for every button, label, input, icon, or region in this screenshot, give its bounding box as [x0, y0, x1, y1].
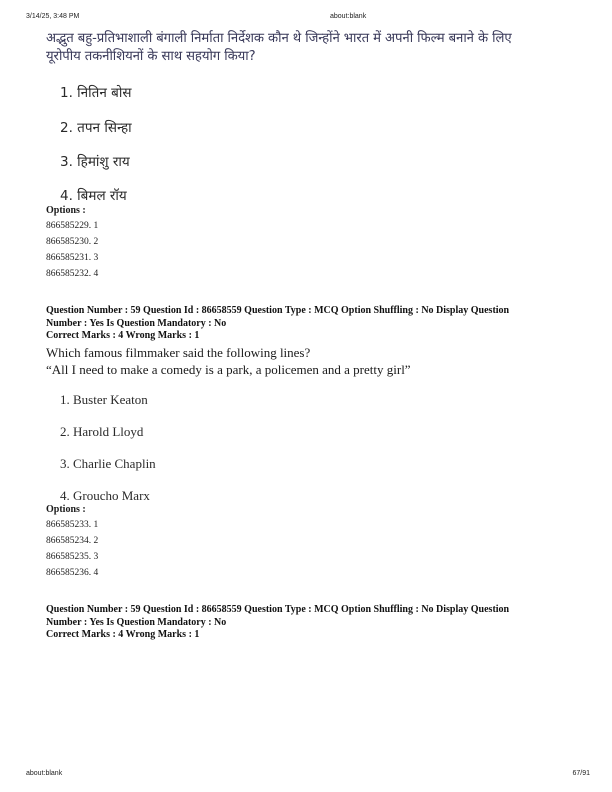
option-id-1: 866585229. 1	[46, 221, 99, 231]
option-id-2: 866585234. 2	[46, 536, 99, 546]
option-id-1: 866585233. 1	[46, 520, 99, 530]
option-4: 4. बिमल रॉय	[60, 188, 127, 204]
question-line-2: यूरोपीय तकनीशियनों के साथ सहयोग किया?	[46, 49, 256, 64]
option-4: 4. Groucho Marx	[60, 488, 150, 503]
option-2: 2. तपन सिन्हा	[60, 120, 132, 136]
question-text-hindi	[46, 30, 576, 66]
option-id-4: 866585236. 4	[46, 568, 99, 578]
question-meta	[46, 305, 566, 343]
question-meta-next	[46, 604, 566, 642]
question-line-1: अद्भुत बहु-प्रतिभाशाली बंगाली निर्माता निर्देशक कौन थे जिन्होंने भारत में अपनी फिल्म बनाने के लिए	[46, 31, 512, 46]
page-number: 67/91	[572, 770, 590, 777]
print-url: about:blank	[330, 13, 367, 20]
option-3: 3. Charlie Chaplin	[60, 456, 156, 471]
meta-line-2: Number : Yes Is Question Mandatory : No	[46, 616, 227, 628]
option-id-4: 866585232. 4	[46, 269, 99, 279]
option-id-2: 866585230. 2	[46, 237, 99, 247]
footer-url: about:blank	[26, 770, 63, 777]
meta-line-1: Question Number : 59 Question Id : 86658559 Question Type : MCQ Option Shuffling : No Display Question	[46, 305, 510, 316]
options-label: Options :	[46, 205, 86, 216]
marks-line: Correct Marks : 4 Wrong Marks : 1	[46, 629, 200, 640]
options-label: Options :	[46, 504, 86, 515]
print-datetime: 3/14/25, 3:48 PM	[26, 13, 80, 20]
option-id-3: 866585235. 3	[46, 552, 99, 562]
meta-line-2: Number : Yes Is Question Mandatory : No	[46, 317, 227, 329]
question-text-line-1: Which famous filmmaker said the following lines?	[46, 345, 311, 360]
option-3: 3. हिमांशु राय	[60, 154, 130, 170]
option-1: 1. Buster Keaton	[60, 392, 148, 407]
meta-line-1: Question Number : 59 Question Id : 86658559 Question Type : MCQ Option Shuffling : No Display Question	[46, 604, 510, 615]
option-id-3: 866585231. 3	[46, 253, 99, 263]
marks-line: Correct Marks : 4 Wrong Marks : 1	[46, 330, 200, 341]
option-2: 2. Harold Lloyd	[60, 424, 144, 439]
option-1: 1. नितिन बोस	[60, 85, 132, 101]
question-text-line-2: “All I need to make a comedy is a park, a policemen and a pretty girl”	[46, 362, 411, 377]
